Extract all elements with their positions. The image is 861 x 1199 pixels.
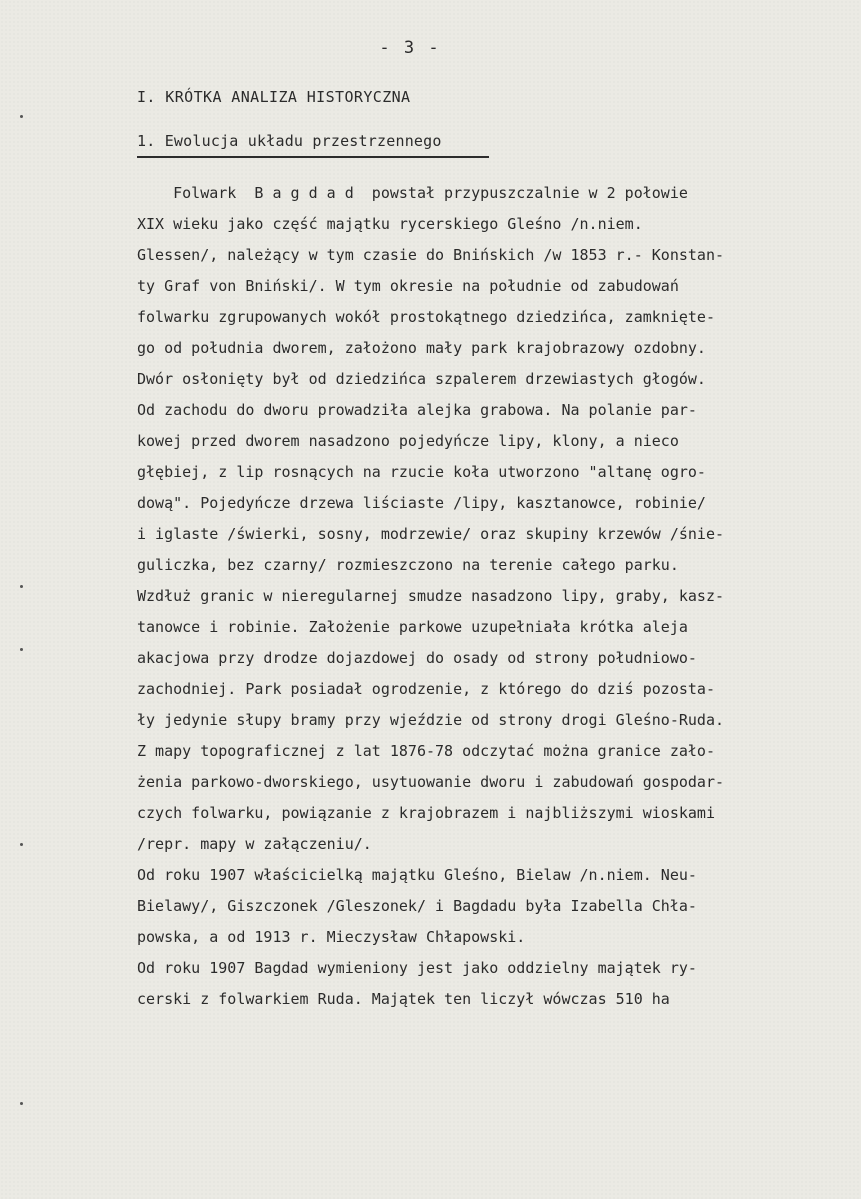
body-line: Od zachodu do dworu prowadziła alejka grabowa. Na polanie par- bbox=[137, 401, 697, 419]
body-text bbox=[137, 178, 837, 1015]
body-line: go od południa dworem, założono mały park krajobrazowy ozdobny. bbox=[137, 339, 706, 357]
body-line: powska, a od 1913 r. Mieczysław Chłapowski. bbox=[137, 928, 526, 946]
body-line: ły jedynie słupy bramy przy wjeździe od strony drogi Gleśno-Ruda. bbox=[137, 711, 724, 729]
body-line: i iglaste /świerki, sosny, modrzewie/ oraz skupiny krzewów /śnie- bbox=[137, 525, 724, 543]
margin-mark bbox=[20, 648, 23, 651]
body-line: folwarku zgrupowanych wokół prostokątnego dziedzińca, zamknięte- bbox=[137, 308, 715, 326]
body-line: Glessen/, należący w tym czasie do Bnińskich /w 1853 r.- Konstan- bbox=[137, 246, 724, 264]
body-line: głębiej, z lip rosnących na rzucie koła utworzono "altanę ogro- bbox=[137, 463, 706, 481]
section-title-underline bbox=[137, 156, 489, 158]
body-line: dową". Pojedyńcze drzewa liściaste /lipy, kasztanowce, robinie/ bbox=[137, 494, 706, 512]
body-line: cerski z folwarkiem Ruda. Majątek ten liczył wówczas 510 ha bbox=[137, 990, 670, 1008]
body-line: Dwór osłonięty był od dziedzińca szpalerem drzewiastych głogów. bbox=[137, 370, 706, 388]
body-line: kowej przed dworem nasadzono pojedyńcze lipy, klony, a nieco bbox=[137, 432, 679, 450]
body-line: żenia parkowo-dworskiego, usytuowanie dworu i zabudowań gospodar- bbox=[137, 773, 724, 791]
body-line: zachodniej. Park posiadał ogrodzenie, z którego do dziś pozosta- bbox=[137, 680, 715, 698]
section-title: 1. Ewolucja układu przestrzennego bbox=[137, 132, 442, 150]
margin-mark bbox=[20, 843, 23, 846]
body-line: Od roku 1907 Bagdad wymieniony jest jako oddzielny majątek ry- bbox=[137, 959, 697, 977]
body-line: czych folwarku, powiązanie z krajobrazem i najbliższymi wioskami bbox=[137, 804, 715, 822]
margin-mark bbox=[20, 1102, 23, 1105]
body-line: /repr. mapy w załączeniu/. bbox=[137, 835, 372, 853]
page-number: - 3 - bbox=[379, 38, 441, 58]
margin-mark bbox=[20, 115, 23, 118]
margin-mark bbox=[20, 585, 23, 588]
body-line: Folwark B a g d a d powstał przypuszczalnie w 2 połowie bbox=[137, 184, 688, 202]
body-line: tanowce i robinie. Założenie parkowe uzupełniała krótka aleja bbox=[137, 618, 688, 636]
body-line: akacjowa przy drodze dojazdowej do osady od strony południowo- bbox=[137, 649, 697, 667]
body-line: Bielawy/, Giszczonek /Gleszonek/ i Bagdadu była Izabella Chła- bbox=[137, 897, 697, 915]
body-line: Wzdłuż granic w nieregularnej smudze nasadzono lipy, graby, kasz- bbox=[137, 587, 724, 605]
chapter-title: I. KRÓTKA ANALIZA HISTORYCZNA bbox=[137, 88, 411, 106]
body-line: Od roku 1907 właścicielką majątku Gleśno, Bielaw /n.niem. Neu- bbox=[137, 866, 697, 884]
body-line: XIX wieku jako część majątku rycerskiego Gleśno /n.niem. bbox=[137, 215, 643, 233]
body-line: guliczka, bez czarny/ rozmieszczono na terenie całego parku. bbox=[137, 556, 679, 574]
body-line: ty Graf von Bniński/. W tym okresie na południe od zabudowań bbox=[137, 277, 679, 295]
body-line: Z mapy topograficznej z lat 1876-78 odczytać można granice zało- bbox=[137, 742, 715, 760]
